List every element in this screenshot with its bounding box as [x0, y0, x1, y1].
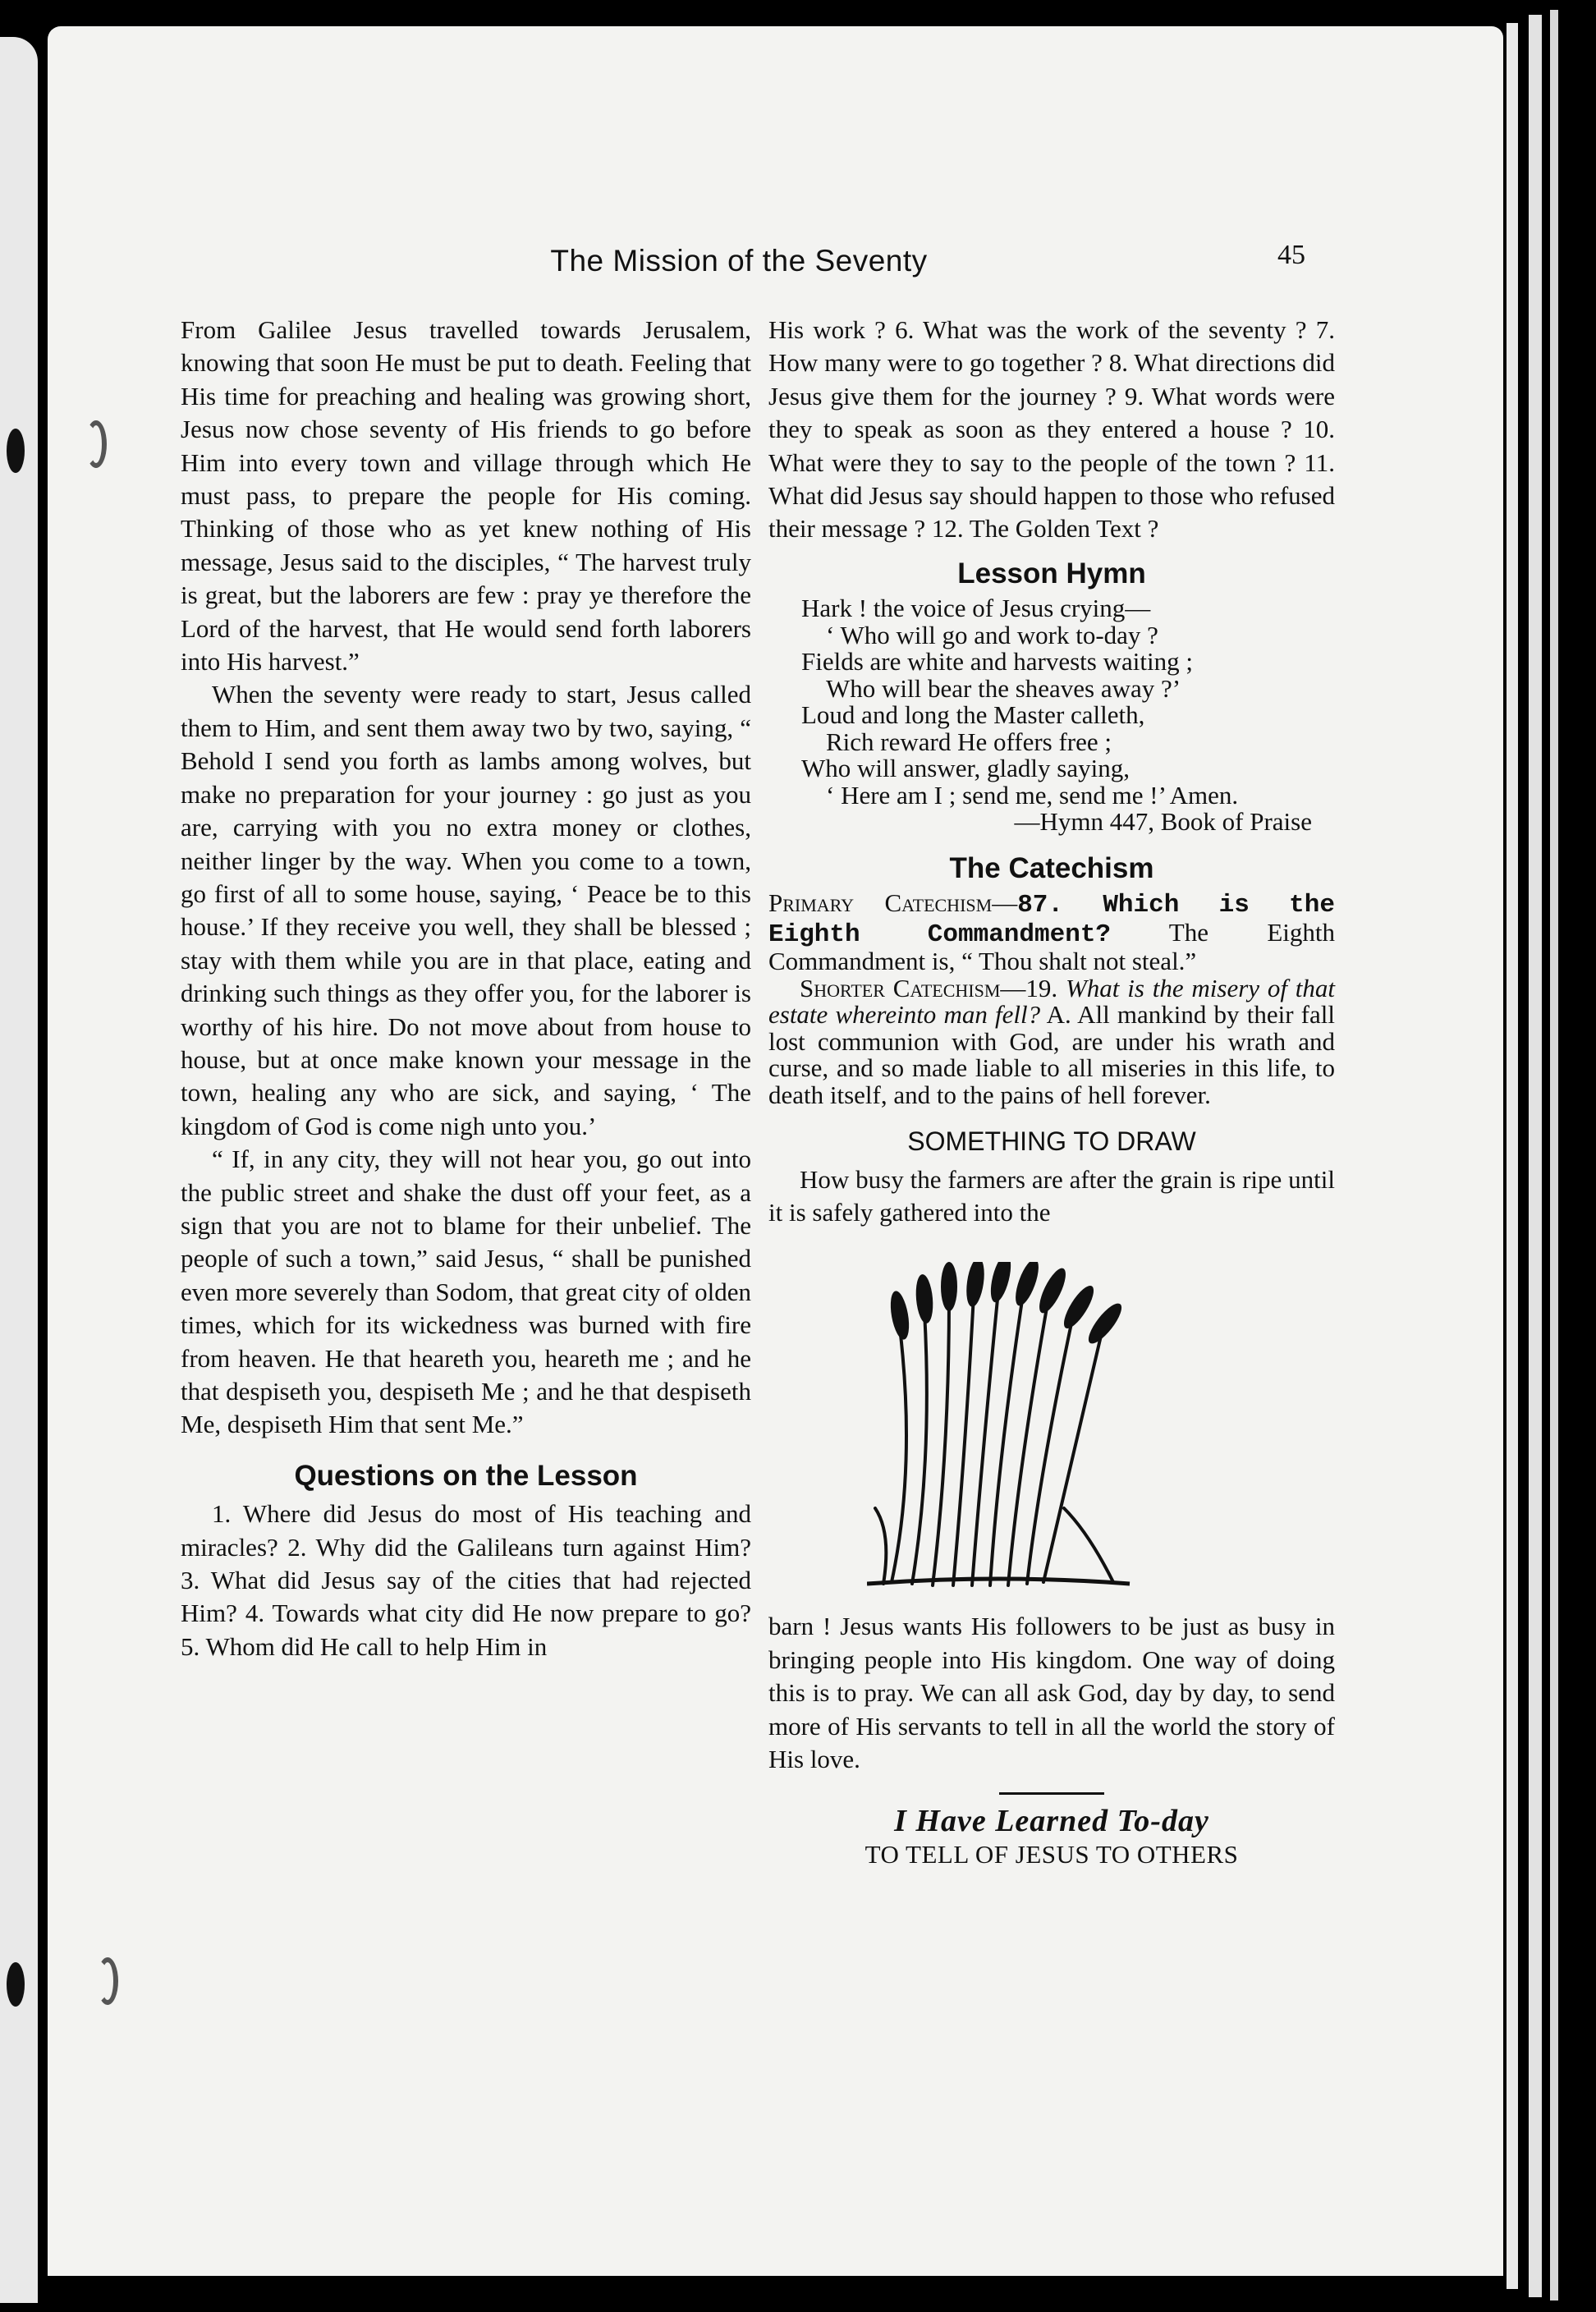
page-number: 45 — [1277, 240, 1305, 270]
right-column — [768, 314, 1335, 1871]
page-stack-edge — [1507, 23, 1518, 2289]
hymn-line: Loud and long the Master calleth, — [801, 700, 1145, 730]
primary-catechism-question: 87. Which is the Eighth Commandment? — [768, 891, 1335, 949]
hymn-source: —Hymn 447, Book of Praise — [1014, 807, 1312, 837]
primary-catechism-label: Primary Catechism— — [768, 888, 1018, 918]
binding-ring-mark — [85, 420, 107, 468]
hymn-line: Hark ! the voice of Jesus crying— — [801, 594, 1151, 623]
questions-text: 1. Where did Jesus do most of His teaching and miracles? 2. Why did the Galileans turn against Him? 3. What did Jesus say of the cities that had rejected Him? 4. Towards what city did He now prepare to go? 5. Whom did He call to help Him in — [181, 1499, 751, 1661]
primary-catechism — [768, 890, 1335, 975]
shorter-catechism-answer: A. All mankind by their fall lost communion with God, are under his wrath and curse, and so made liable to all miseries in this life, to death itself, and to the pains of hell forever. — [768, 1000, 1335, 1109]
draw-text: How busy the farmers are after the grain is ripe until it is safely gathered into the — [768, 1164, 1335, 1227]
left-column — [181, 314, 751, 1663]
divider-rule — [999, 1792, 1104, 1795]
wheat-sheaf-illustration — [867, 1262, 1138, 1599]
catechism-heading: The Catechism — [949, 851, 1154, 884]
questions-heading: Questions on the Lesson — [294, 1459, 638, 1492]
page-stack-edge — [1529, 15, 1542, 2297]
hymn-line: Fields are white and harvests waiting ; — [801, 647, 1193, 677]
hymn-line: ‘ Who will go and work to-day ? — [826, 620, 1158, 649]
draw-heading: SOMETHING TO DRAW — [907, 1126, 1196, 1157]
paragraph: When the seventy were ready to start, Jesus called them to Him, and sent them away two by two, saying, “ Behold I send you forth as lambs among wolves, but make no preparation for your journey : go just as you are, carrying with you no extra money or clothes, neither linger by the way. When you come to a town, go first of all to some house, saying, ‘ Peace be to this house.’ If they receive you well, they shall be blessed ; stay with them while you are in that place, eating and drinking such things as they offer you, for the laborer is worthy of his hire. Do not move about from house to house, but at once make known your message in the town, healing any who are sick, and saying, ‘ The kingdom of God is come nigh unto you.’ — [181, 680, 751, 1140]
hymn-line: Who will bear the sheaves away ?’ — [826, 673, 1181, 703]
questions-text-continued: His work ? 6. What was the work of the seventy ? 7. How many were to go together ? 8. What directions did Jesus give them for the journey ? 9. What words were they to speak as soon as they entered a house ? 10. What were they to say to the people of the town ? 11. What did Jesus say should happen to those who refused their message ? 12. The Golden Text ? — [768, 315, 1335, 544]
page-title: The Mission of the Seventy — [550, 244, 928, 278]
learned-heading: I Have Learned To-day — [894, 1804, 1209, 1839]
binding-hole — [7, 1962, 25, 2007]
hymn-line: ‘ Here am I ; send me, send me !’ Amen. — [826, 780, 1239, 810]
binding-ring-mark — [97, 1957, 118, 2005]
draw-text-continued: barn ! Jesus wants His followers to be just as busy in bringing people into His kingdom. One way of doing this is to pray. We can all ask God, day by day, to send more of His servants to tell in all the world the story of His love. — [768, 1612, 1335, 1773]
paragraph: From Galilee Jesus travelled towards Jerusalem, knowing that soon He must be put to death. Feeling that His time for preaching and healing was growing short, Jesus now chose seventy of His friends to go before Him into every town and village through which He must pass, to prepare the people for His coming. Thinking of those who as yet knew nothing of His message, Jesus said to the disciples, “ The harvest truly is great, but the laborers are few : pray ye therefore the Lord of the harvest, that He would send forth laborers into His harvest.” — [181, 315, 751, 677]
shorter-catechism-question: What is the misery of that estate whereinto man fell? — [768, 973, 1335, 1030]
paragraph: “ If, in any city, they will not hear you, go out into the public street and shake the dust off your feet, as a sign that you are not to blame for their unbelief. The people of such a town,” said Jesus, “ shall be punished even more severely than Sodom, that great city of olden times, which for its wickedness was burned with fire from heaven. He that heareth you, heareth me ; and he that despiseth you, despiseth Me ; and he that despiseth Me, despiseth Him that sent Me.” — [181, 1145, 751, 1439]
primary-catechism-answer: The Eighth Commandment is, “ Thou shalt not steal.” — [768, 917, 1335, 976]
page-stack-edge — [1550, 10, 1558, 2301]
learned-subheading: TO TELL OF JESUS TO OTHERS — [864, 1839, 1239, 1869]
shorter-catechism-label: Shorter Catechism—19. — [800, 973, 1058, 1002]
binding-hole — [7, 429, 25, 473]
hymn-verse — [768, 595, 1335, 836]
hymn-line: Who will answer, gladly saying, — [801, 754, 1130, 783]
hymn-line: Rich reward He offers free ; — [826, 727, 1112, 756]
shorter-catechism — [768, 975, 1335, 1109]
hymn-heading: Lesson Hymn — [957, 557, 1146, 589]
